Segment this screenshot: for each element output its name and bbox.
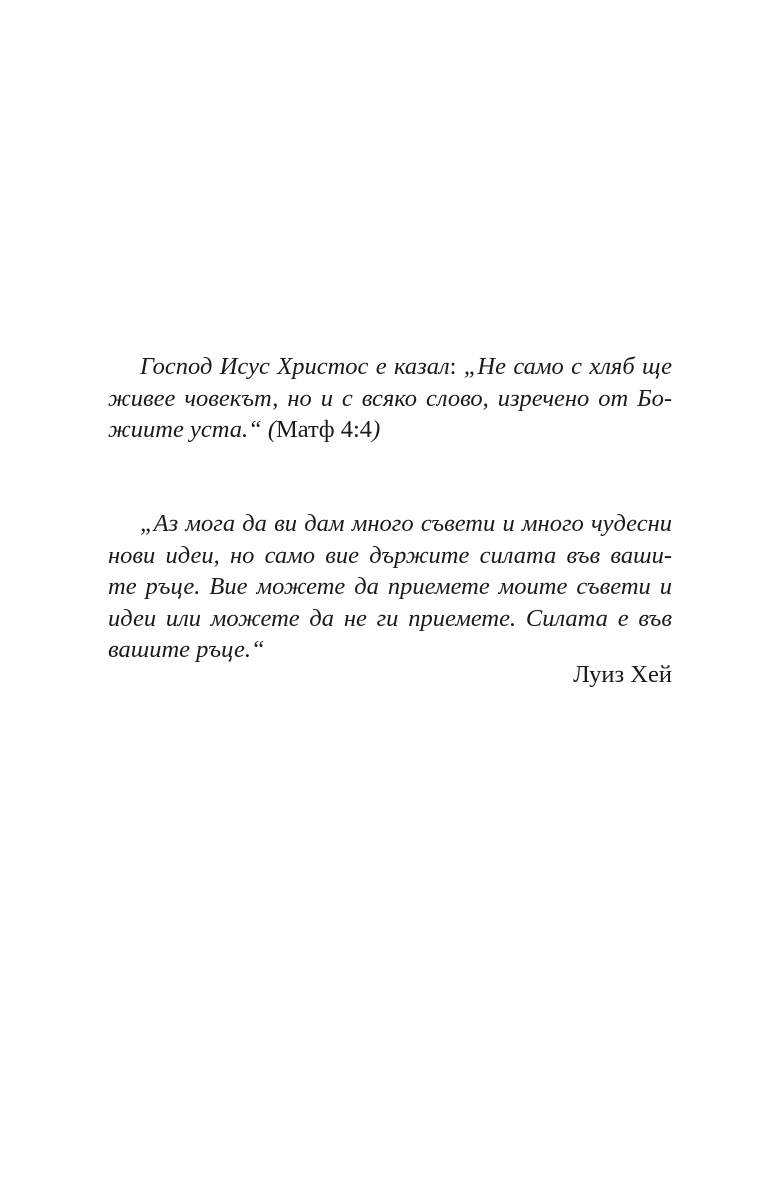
scripture-reference: Матф 4:4 [276,416,373,443]
epigraph-attribution: Господ Исус Христос е казал [140,353,450,380]
epigraph-quote-end: жиите уста.“ ( [108,416,277,443]
reference-close-paren: ) [372,416,381,443]
epigraph-quote-start: „Не само с хляб ще [456,353,672,380]
epigraph-line-2: живее човекът, но и с всяко слово, изречено от Бо- [108,384,672,412]
quote-line: те ръце. Вие можете да приемете моите съвети и [108,573,672,600]
quote-line: вашите ръце.“ [108,636,265,663]
quote-line: „Аз мога да ви дам много съвети и много чудесни [140,510,672,537]
epigraph-paragraph [108,351,672,446]
quote-line: идеи или можете да не ги приемете. Силата е във [108,604,672,632]
epigraph-colon: : [449,353,457,380]
epigraph-line-3 [108,414,672,446]
quote-author: Луиз Хей [573,661,672,688]
epigraph-line-1 [108,351,672,383]
quote-line: нови идеи, но само вие държите силата във ваши- [108,541,672,569]
quote-paragraph [108,508,672,666]
